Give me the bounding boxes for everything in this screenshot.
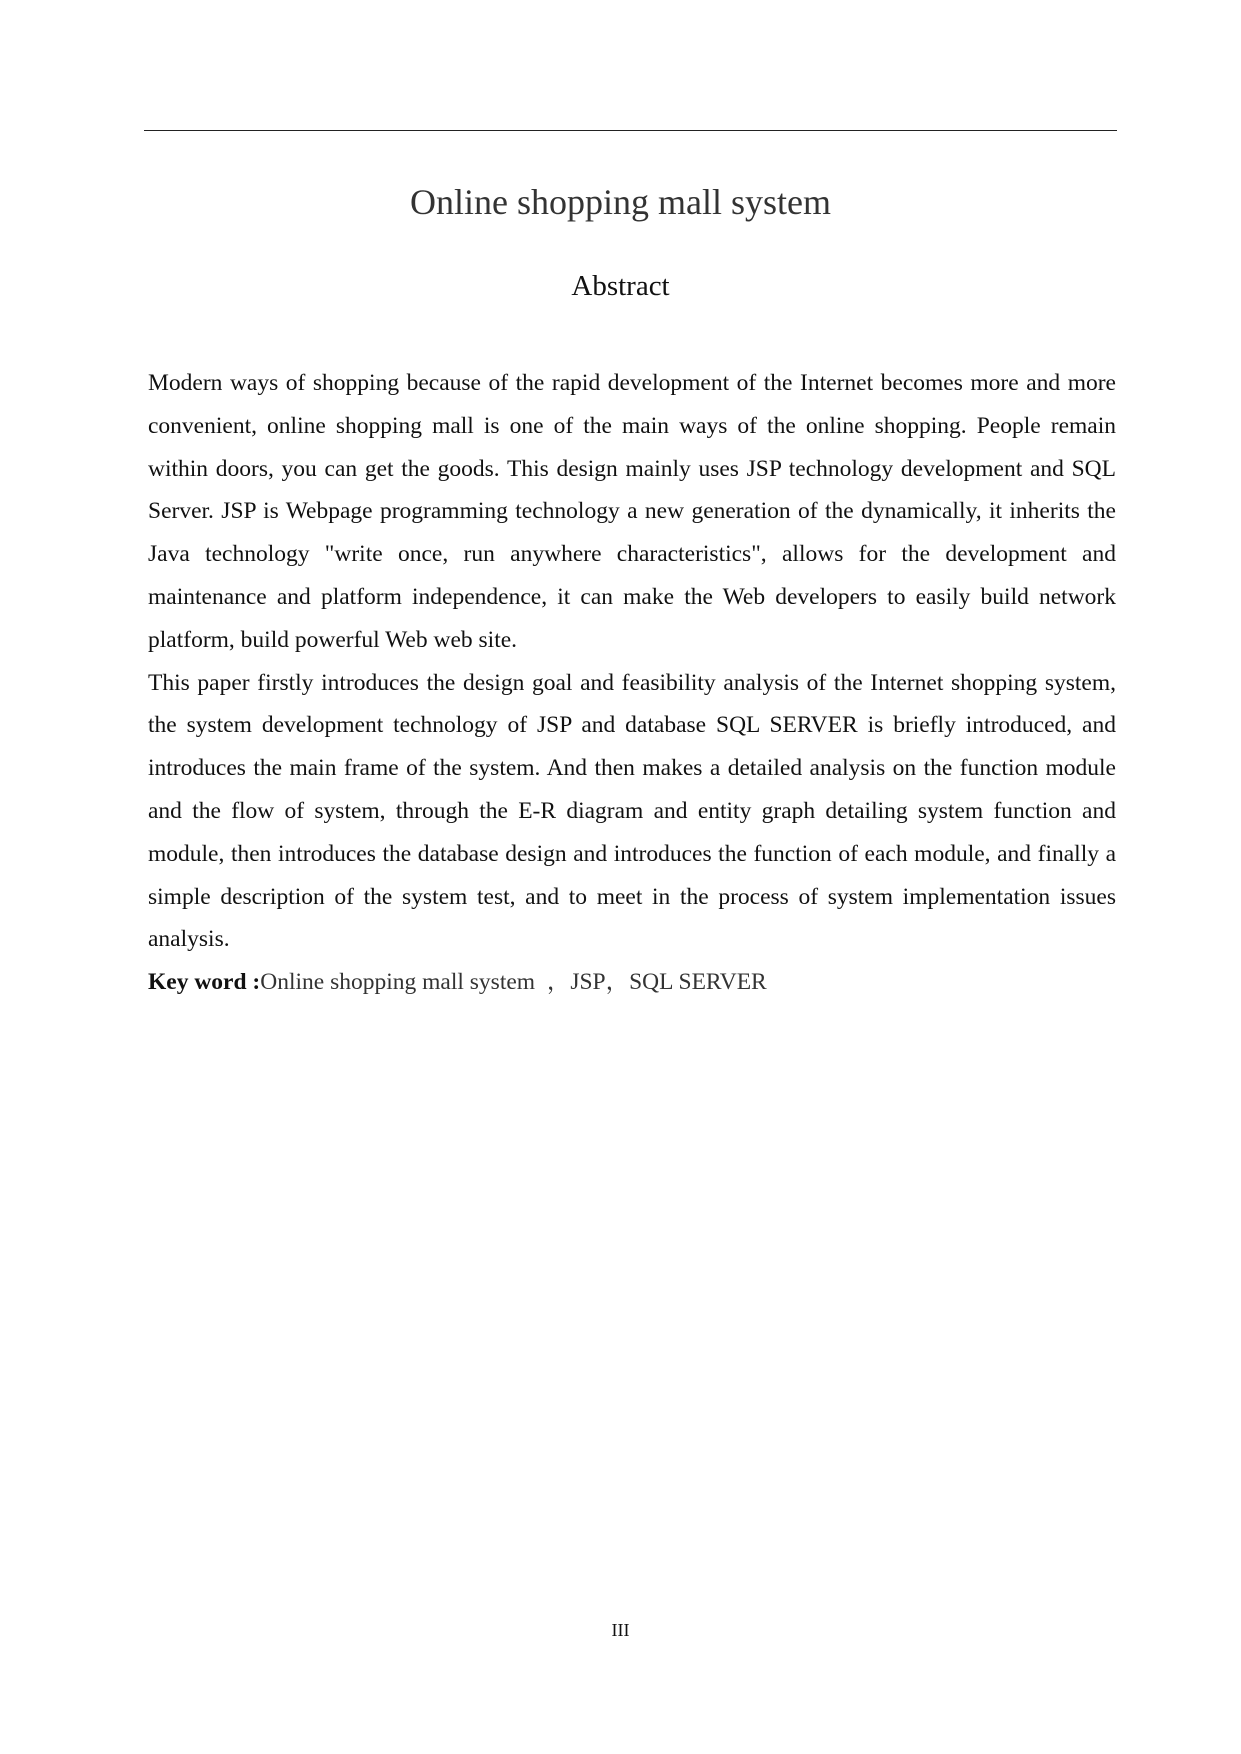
- keywords-line: [148, 961, 1116, 1004]
- abstract-paragraph: This paper firstly introduces the design goal and feasibility analysis of the Internet shopping system, the system development technology of JSP and database SQL SERVER is briefly introduced, and introduces the main frame of the system. And then makes a detailed analysis on the function module and the flow of system, through the E-R diagram and entity graph detailing system function and module, then introduces the database design and introduces the function of each module, and finally a simple description of the system test, and to meet in the process of system implementation issues analysis.: [148, 669, 1116, 953]
- page-number: III: [611, 1620, 630, 1640]
- keywords-label: Key word :: [148, 969, 261, 996]
- page-title: Online shopping mall system: [410, 182, 831, 222]
- keywords-value: Online shopping mall system ，JSP，SQL SERVER: [260, 969, 767, 996]
- abstract-heading: Abstract: [571, 270, 670, 302]
- header-rule: [144, 130, 1117, 131]
- abstract-body: [148, 362, 1116, 1004]
- abstract-paragraph: Modern ways of shopping because of the rapid development of the Internet becomes more and more convenient, online shopping mall is one of the main ways of the online shopping. People remain within doors, you can get the goods. This design mainly uses JSP technology development and SQL Server. JSP is Webpage programming technology a new generation of the dynamically, it inherits the Java technology "write once, run anywhere characteristics", allows for the development and maintenance and platform independence, it can make the Web developers to easily build network platform, build powerful Web web site.: [148, 370, 1116, 653]
